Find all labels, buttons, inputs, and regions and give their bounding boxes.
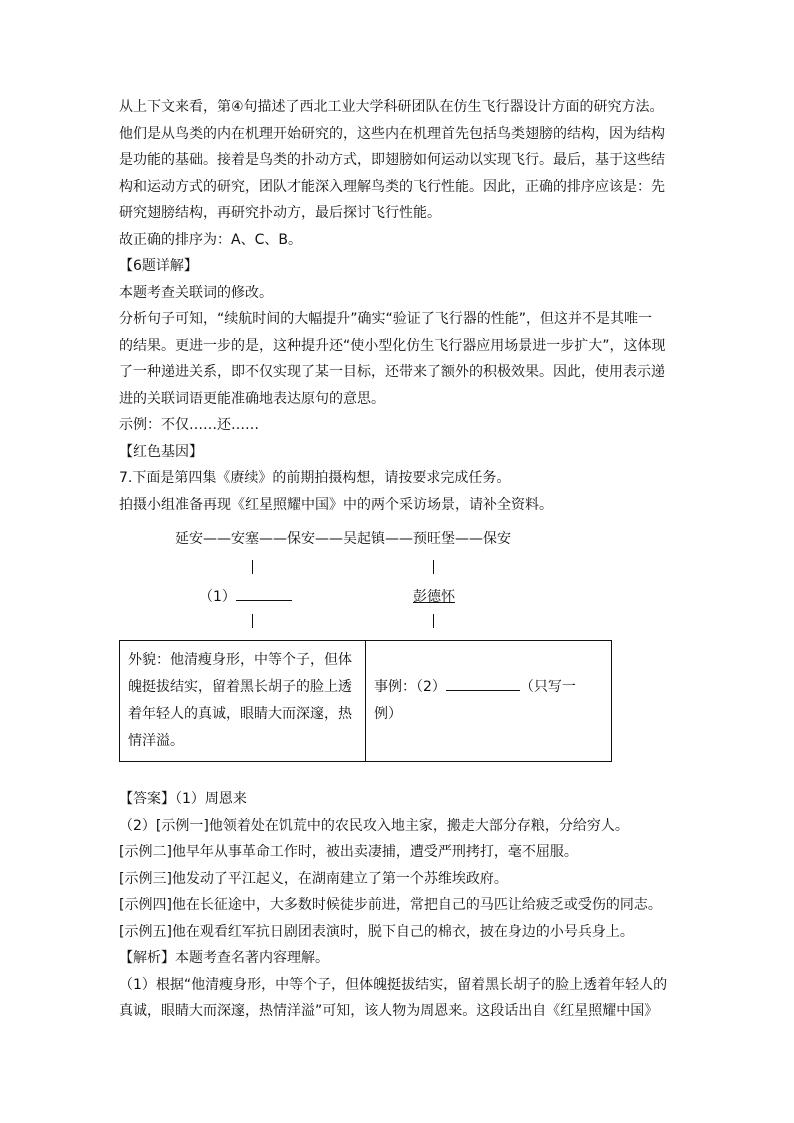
answer-line: [示例三]他发动了平江起义，在湖南建立了第一个苏维埃政府。 bbox=[119, 870, 508, 887]
appearance-cell: 外貌：他清瘦身形，中等个子，但体 魄挺拔结实，留着黑长胡子的脸上透 着年轻人的真诚，眼睛大而深邃，热 情洋溢。 bbox=[120, 641, 366, 762]
blank-1-line bbox=[236, 586, 292, 601]
info-table bbox=[119, 640, 612, 762]
answer-line: [示例二]他早年从事革命工作时，被出卖凄捕，遭受严刑拷打，毫不屈服。 bbox=[119, 844, 578, 860]
text-line: 是功能的基础。接着是鸟类的扑动方式，即翅膀如何运动以实现飞行。最后，基于这些结 bbox=[119, 152, 665, 168]
text-line: 构和运动方式的研究，团队才能深入理解鸟类的飞行性能。因此，正确的排序应该是：先 bbox=[119, 178, 665, 195]
question-text: 7.下面是第四集《赓续》的前期拍摄构想，请按要求完成任务。 bbox=[119, 470, 511, 486]
answer-line: （2）[示例一]他领着处在饥荒中的农民攻入地主家，搬走大部分存粮，分给穷人。 bbox=[119, 817, 629, 834]
explanation-text bbox=[119, 94, 681, 518]
blank-1 bbox=[199, 586, 292, 606]
text-line: 研究翅膀结构，再研究扑动方，最后探讨飞行性能。 bbox=[119, 205, 441, 221]
text-line: 的结果。更进一步的是，这种提升还“使小型化仿生飞行器应用场景进一步扩大”，这体现 bbox=[119, 337, 666, 354]
answer-section: 【答案】（1）周恩来 （2）[示例一]他领着处在饥荒中的农民攻入地主家，搬走大部分存粮，分给穷人。 [示例二]他早年从事革命工作时，被出卖凄捕，遭受严刑拷打，毫不屈服。 [示例三]他发动了平江起义，在湖南建立了第一个苏维埃政府。 [示例四]他在长征途中，大多数时候徒步前进，常把自己的马匹让给疲乏或受伤的同志。 [示例五]他在观看红军抗日剧团表演时，脱下自己的棉衣，披在身边的小号兵身上。 【解析】本题考查名著内容理解。 （1）根据“他清瘦身形，中等个子，但体魄挺拔结实，留着黑长胡子的脸上透着年轻人的 真诚，眼睛大而深邃，热情洋溢”可知，该人物为周恩来。这段话出自《红星照耀中国》 bbox=[119, 786, 681, 1025]
connector-line bbox=[433, 560, 434, 574]
answer-line: [示例五]他在观看红军抗日剧团表演时，脱下自己的棉衣，披在身边的小号兵身上。 bbox=[119, 923, 634, 940]
section-heading: 【红色基因】 bbox=[119, 443, 203, 460]
text-line: 进的关联词语更能准确地表达原句的意思。 bbox=[119, 390, 385, 407]
person-peng-dehuai: 彭德怀 bbox=[413, 589, 455, 605]
text-line: 故正确的排序为：A、C、B。 bbox=[119, 231, 302, 248]
section-heading: 【6题详解】 bbox=[119, 258, 198, 274]
blank-1-label: （1） bbox=[199, 589, 236, 605]
route-chain: 延安——安塞——保安——吴起镇——预旺堡——保安 bbox=[175, 531, 511, 547]
text-line: 分析句子可知，“续航时间的大幅提升”确实“验证了飞行器的性能”，但这并不是其唯一 bbox=[119, 311, 653, 327]
question-text: 拍摄小组准备再现《红星照耀中国》中的两个采访场景，请补全资料。 bbox=[119, 496, 553, 513]
text-line: 本题考查关联词的修改。 bbox=[119, 284, 273, 301]
text-line: 了一种递进关系，即不仅实现了某一目标，还带来了额外的积极效果。因此，使用表示递 bbox=[119, 364, 665, 380]
blank-2-line bbox=[446, 676, 520, 691]
analysis-tag: 【解析】 bbox=[119, 950, 175, 966]
connector-line bbox=[433, 614, 434, 628]
text-line: 从上下文来看，第④句描述了西北工业大学科研团队在仿生飞行器设计方面的研究方法。 bbox=[119, 99, 664, 115]
example-cell: 事例：（2） （只写一 例） bbox=[366, 641, 612, 762]
text-line: 示例：不仅……还…… bbox=[119, 417, 259, 433]
route-diagram bbox=[119, 528, 613, 628]
answer-tag: 【答案】 bbox=[119, 791, 175, 807]
connector-line bbox=[252, 614, 253, 628]
text-line: 他们是从鸟类的内在机理开始研究的，这些内在机理首先包括鸟类翅膀的结构，因为结构 bbox=[119, 125, 665, 142]
answer-line: [示例四]他在长征途中，大多数时候徒步前进，常把自己的马匹让给疲乏或受伤的同志。 bbox=[119, 897, 662, 913]
analysis-line: （1）根据“他清瘦身形，中等个子，但体魄挺拔结实，留着黑长胡子的脸上透着年轻人的 bbox=[119, 976, 668, 993]
analysis-line: 真诚，眼睛大而深邃，热情洋溢”可知，该人物为周恩来。这段话出自《红星照耀中国》 bbox=[119, 1003, 659, 1019]
connector-line bbox=[252, 560, 253, 574]
